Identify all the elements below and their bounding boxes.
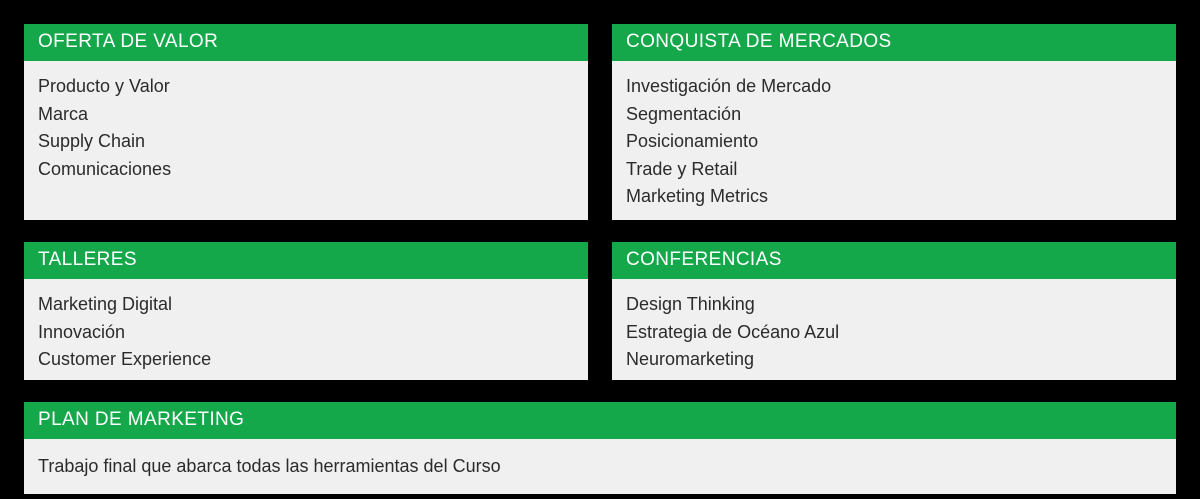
card-item-list <box>612 279 1176 384</box>
list-item: Comunicaciones <box>38 158 172 179</box>
list-item: Marca <box>38 103 89 124</box>
card-title: PLAN DE MARKETING <box>24 402 1176 439</box>
list-item: Producto y Valor <box>38 76 170 96</box>
list-item: Supply Chain <box>38 131 146 151</box>
card-talleres <box>24 242 588 380</box>
card-item-list <box>24 279 588 384</box>
list-item: Marketing Metrics <box>626 186 769 206</box>
list-item: Segmentación <box>626 103 742 124</box>
list-item: Marketing Digital <box>38 294 173 314</box>
card-title: OFERTA DE VALOR <box>24 24 588 61</box>
list-item: Estrategia de Océano Azul <box>626 321 840 342</box>
list-item: Trade y Retail <box>626 158 738 179</box>
list-item: Design Thinking <box>626 294 755 314</box>
list-item: Customer Experience <box>38 349 212 369</box>
card-title: TALLERES <box>24 242 588 279</box>
card-title: CONQUISTA DE MERCADOS <box>612 24 1176 61</box>
list-item: Innovación <box>38 321 126 342</box>
card-item-list <box>24 439 1176 494</box>
card-conferencias <box>612 242 1176 380</box>
card-conquista-de-mercados <box>612 24 1176 220</box>
list-item: Investigación de Mercado <box>626 76 832 96</box>
card-item-list <box>24 61 588 220</box>
list-item: Posicionamiento <box>626 131 759 151</box>
card-oferta-de-valor <box>24 24 588 220</box>
card-plan-de-marketing <box>24 402 1176 494</box>
card-grid <box>24 24 1176 494</box>
list-item: Trabajo final que abarca todas las herramientas del Curso <box>38 456 501 476</box>
list-item: Neuromarketing <box>626 349 755 369</box>
card-title: CONFERENCIAS <box>612 242 1176 279</box>
card-item-list <box>612 61 1176 221</box>
